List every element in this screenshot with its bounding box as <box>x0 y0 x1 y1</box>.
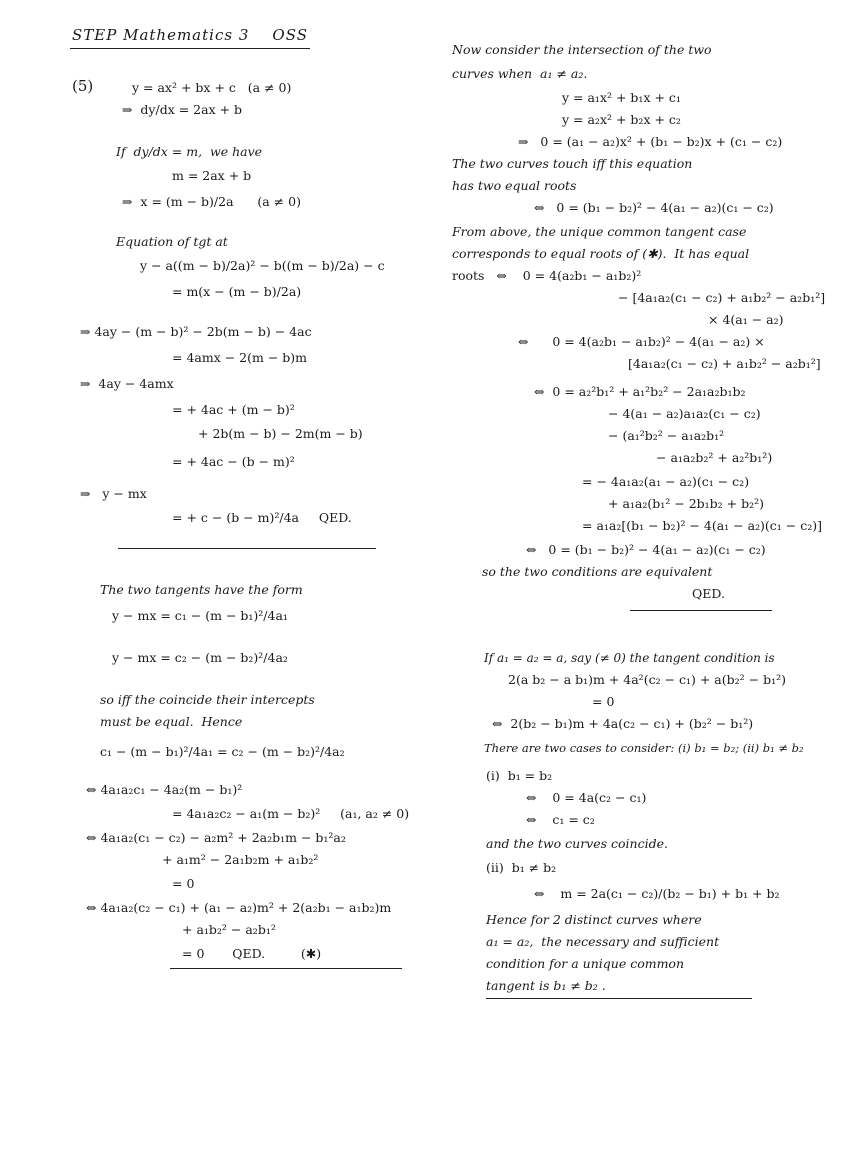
tangent-form-1: y − mx = c₁ − (m − b₁)²/4a₁ <box>112 608 288 623</box>
simplified-2: + a₁a₂(b₁² − 2b₁b₂ + b₂²) <box>608 496 764 511</box>
multiplied-line-1: ⇔ 4a₁a₂c₁ − 4a₂(m − b₁)² <box>86 782 243 797</box>
equivalent-2: [4a₁a₂(c₁ − c₂) + a₁b₂² − a₂b₁²] <box>628 356 821 371</box>
coincide-text-1: so iff the coincide their intercepts <box>100 692 315 707</box>
expansion-2: − 4(a₁ − a₂)a₁a₂(c₁ − c₂) <box>608 406 761 421</box>
final-conclusion-2: a₁ = a₂, the necessary and sufficient <box>486 934 720 949</box>
equal-roots-3: × 4(a₁ − a₂) <box>708 312 784 327</box>
page-header: STEP Mathematics 3 OSS <box>72 26 309 44</box>
section-divider-3 <box>630 610 772 611</box>
rearranged-line-3: + 2b(m − b) − 2m(m − b) <box>198 426 363 441</box>
expanded-condition-3: = 0 <box>172 876 195 891</box>
simplified-1: = − 4a₁a₂(a₁ − a₂)(c₁ − c₂) <box>582 474 750 489</box>
gradient-condition: If dy/dx = m, we have <box>116 144 263 159</box>
tangent-heading: Equation of tgt at <box>116 234 228 249</box>
expansion-1: ⇔ 0 = a₂²b₁² + a₁²b₂² − 2a₁a₂b₁b₂ <box>534 384 746 399</box>
coincide-text-2: must be equal. Hence <box>100 714 243 729</box>
expansion-3: − (a₁²b₂² − a₁a₂b₁² <box>608 428 725 443</box>
gradient-equation: m = 2ax + b <box>172 168 252 183</box>
from-above-1: From above, the unique common tangent case <box>452 224 747 239</box>
intercept-equality: c₁ − (m − b₁)²/4a₁ = c₂ − (m − b₂)²/4a₂ <box>100 744 345 759</box>
case-i-step-2: ⇔ c₁ = c₂ <box>526 812 595 827</box>
multiplied-line-2: = 4a₁a₂c₂ − a₁(m − b₂)² (a₁, a₂ ≠ 0) <box>172 806 410 821</box>
case-ii: (ii) b₁ ≠ b₂ <box>486 860 557 875</box>
curve-1: y = a₁x² + b₁x + c₁ <box>562 90 681 105</box>
derivative-line: ⇒ dy/dx = 2ax + b <box>122 102 243 117</box>
tangent-line-1: y − a((m − b)/2a)² − b((m − b)/2a) − c <box>140 258 385 273</box>
equal-roots-2: − [4a₁a₂(c₁ − c₂) + a₁b₂² − a₂b₁²] <box>618 290 826 305</box>
section-divider-1 <box>118 548 376 549</box>
equivalent-conclusion: so the two conditions are equivalent <box>482 564 713 579</box>
two-tangents-intro: The two tangents have the form <box>100 582 303 597</box>
result-line-1: ⇒ y − mx <box>80 486 147 501</box>
equal-roots-1: roots ⇔ 0 = 4(a₂b₁ − a₁b₂)² <box>452 268 642 283</box>
case-ii-m: ⇔ m = 2a(c₁ − c₂)/(b₂ − b₁) + b₁ + b₂ <box>534 886 780 901</box>
equal-a-case-4: ⇔ 2(b₂ − b₁)m + 4a(c₂ − c₁) + (b₂² − b₁²) <box>492 716 754 731</box>
case-i-conclusion: and the two curves coincide. <box>486 836 668 851</box>
final-equivalence: ⇔ 0 = (b₁ − b₂)² − 4(a₁ − a₂)(c₁ − c₂) <box>526 542 766 557</box>
intersection-intro-1: Now consider the intersection of the two <box>452 42 712 57</box>
final-underline <box>486 998 752 999</box>
difference-quadratic: ⇒ 0 = (a₁ − a₂)x² + (b₁ − b₂)x + (c₁ − c₂) <box>518 134 783 149</box>
case-i-step-1: ⇔ 0 = 4a(c₂ − c₁) <box>526 790 647 805</box>
tangent-condition-2: + a₁b₂² − a₂b₁² <box>182 922 276 937</box>
final-conclusion-3: condition for a unique common <box>486 956 685 971</box>
intersection-intro-2: curves when a₁ ≠ a₂. <box>452 66 588 81</box>
touch-condition-2: has two equal roots <box>452 178 577 193</box>
qed-right: QED. <box>692 586 725 601</box>
tangent-condition-3: = 0 QED. (✱) <box>182 946 322 961</box>
expansion-4: − a₁a₂b₂² + a₂²b₁²) <box>656 450 773 465</box>
expanded-condition-2: + a₁m² − 2a₁b₂m + a₁b₂² <box>162 852 319 867</box>
rearranged-line-2: = + 4ac + (m − b)² <box>172 402 295 417</box>
section-divider-2 <box>170 968 402 969</box>
expanded-line-2: = 4amx − 2(m − b)m <box>172 350 308 365</box>
rearranged-line-4: = + 4ac − (b − m)² <box>172 454 295 469</box>
curve-equation: y = ax² + bx + c (a ≠ 0) <box>132 80 292 95</box>
expanded-condition-1: ⇔ 4a₁a₂(c₁ − c₂) − a₂m² + 2a₂b₁m − b₁²a₂ <box>86 830 346 845</box>
tangent-line-2: = m(x − (m − b)/2a) <box>172 284 302 299</box>
header-underline <box>70 48 310 49</box>
tangent-condition-1: ⇔ 4a₁a₂(c₂ − c₁) + (a₁ − a₂)m² + 2(a₂b₁ − a₁b₂)m <box>86 900 392 915</box>
discriminant-condition: ⇔ 0 = (b₁ − b₂)² − 4(a₁ − a₂)(c₁ − c₂) <box>534 200 774 215</box>
case-i: (i) b₁ = b₂ <box>486 768 553 783</box>
question-label: (5) <box>72 77 94 95</box>
simplified-3: = a₁a₂[(b₁ − b₂)² − 4(a₁ − a₂)(c₁ − c₂)] <box>582 518 823 533</box>
equal-a-case-3: = 0 <box>592 694 615 709</box>
x-solution: ⇒ x = (m − b)/2a (a ≠ 0) <box>122 194 301 209</box>
two-cases: There are two cases to consider: (i) b₁ = b₂; (ii) b₁ ≠ b₂ <box>484 741 804 755</box>
result-line-2: = + c − (b − m)²/4a QED. <box>172 510 352 525</box>
equal-a-case-2: 2(a b₂ − a b₁)m + 4a²(c₂ − c₁) + a(b₂² − b₁²) <box>508 672 786 687</box>
final-conclusion-1: Hence for 2 distinct curves where <box>486 912 702 927</box>
final-conclusion-4: tangent is b₁ ≠ b₂ . <box>486 978 606 993</box>
touch-condition-1: The two curves touch iff this equation <box>452 156 693 171</box>
from-above-2: corresponds to equal roots of (✱). It has equal <box>452 246 750 261</box>
curve-2: y = a₂x² + b₂x + c₂ <box>562 112 681 127</box>
equal-a-case-1: If a₁ = a₂ = a, say (≠ 0) the tangent condition is <box>484 651 775 665</box>
rearranged-line-1: ⇒ 4ay − 4amx <box>80 376 174 391</box>
expanded-line-1: ⇒ 4ay − (m − b)² − 2b(m − b) − 4ac <box>80 324 312 339</box>
equivalent-1: ⇔ 0 = 4(a₂b₁ − a₁b₂)² − 4(a₁ − a₂) × <box>518 334 765 349</box>
tangent-form-2: y − mx = c₂ − (m − b₂)²/4a₂ <box>112 650 288 665</box>
